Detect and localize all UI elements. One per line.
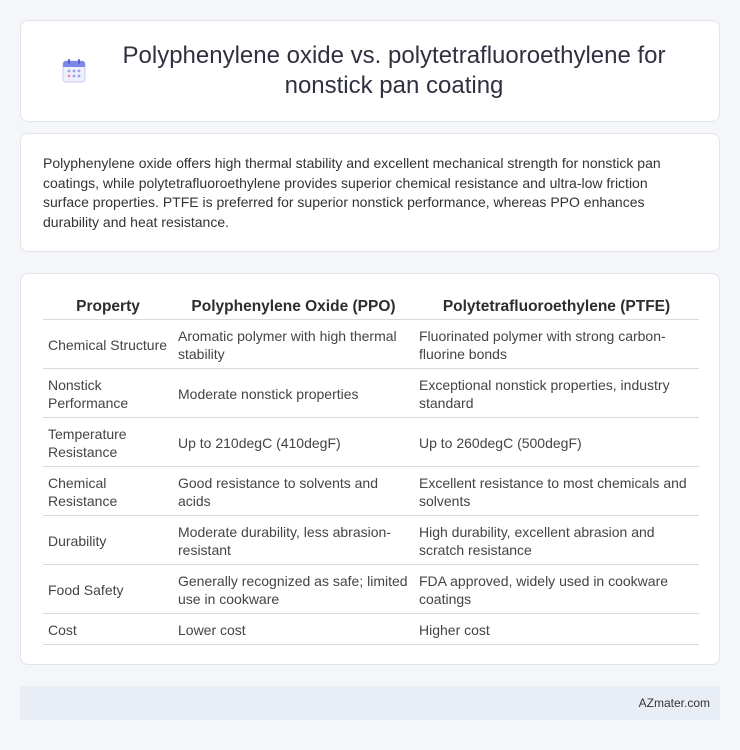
- table-row: [43, 467, 699, 516]
- title-card: [20, 20, 720, 122]
- header-ppo: Polyphenylene Oxide (PPO): [173, 294, 414, 320]
- table-row: [43, 320, 699, 369]
- footer-brand: AZmater.com: [638, 696, 710, 710]
- row-property: Chemical Structure: [43, 320, 173, 369]
- page-title: Polyphenylene oxide vs. polytetrafluoroethylene for nonstick pan coating: [122, 42, 666, 99]
- row-ppo-value: Up to 210degC (410degF): [173, 418, 414, 467]
- row-ppo-value: Good resistance to solvents and acids: [173, 467, 414, 516]
- row-property: Temperature Resistance: [43, 418, 173, 467]
- row-ptfe-value: Fluorinated polymer with strong carbon-fluorine bonds: [414, 320, 699, 369]
- footer-bar: [20, 686, 720, 720]
- table-row: [43, 614, 699, 645]
- row-ptfe-value: High durability, excellent abrasion and scratch resistance: [414, 516, 699, 565]
- header-property: Property: [43, 294, 173, 320]
- row-property: Food Safety: [43, 565, 173, 614]
- row-ptfe-value: Higher cost: [414, 614, 699, 645]
- row-ppo-value: Generally recognized as safe; limited use in cookware: [173, 565, 414, 614]
- row-ppo-value: Lower cost: [173, 614, 414, 645]
- row-property: Cost: [43, 614, 173, 645]
- row-property: Nonstick Performance: [43, 369, 173, 418]
- table-row: [43, 369, 699, 418]
- row-ptfe-value: FDA approved, widely used in cookware coatings: [414, 565, 699, 614]
- title-wrap: [21, 41, 719, 101]
- row-ptfe-value: Up to 260degC (500degF): [414, 418, 699, 467]
- row-ppo-value: Aromatic polymer with high thermal stability: [173, 320, 414, 369]
- row-ptfe-value: Excellent resistance to most chemicals and solvents: [414, 467, 699, 516]
- row-property: Durability: [43, 516, 173, 565]
- table-row: [43, 565, 699, 614]
- row-ppo-value: Moderate durability, less abrasion-resistant: [173, 516, 414, 565]
- calendar-icon: [61, 58, 87, 84]
- summary-card: [20, 133, 720, 252]
- summary-text: Polyphenylene oxide offers high thermal stability and excellent mechanical strength for nonstick pan coatings, while polytetrafluoroethylene provides superior chemical resistance and ultra-low friction surface properties. PTFE is preferred for superior nonstick performance, whereas PPO enhances durability and heat resistance.: [43, 155, 661, 230]
- row-property: Chemical Resistance: [43, 467, 173, 516]
- comparison-card: [20, 273, 720, 665]
- table-row: [43, 516, 699, 565]
- table-header-row: [43, 294, 699, 320]
- row-ptfe-value: Exceptional nonstick properties, industry standard: [414, 369, 699, 418]
- comparison-table: [43, 294, 699, 645]
- row-ppo-value: Moderate nonstick properties: [173, 369, 414, 418]
- header-ptfe: Polytetrafluoroethylene (PTFE): [414, 294, 699, 320]
- table-row: [43, 418, 699, 467]
